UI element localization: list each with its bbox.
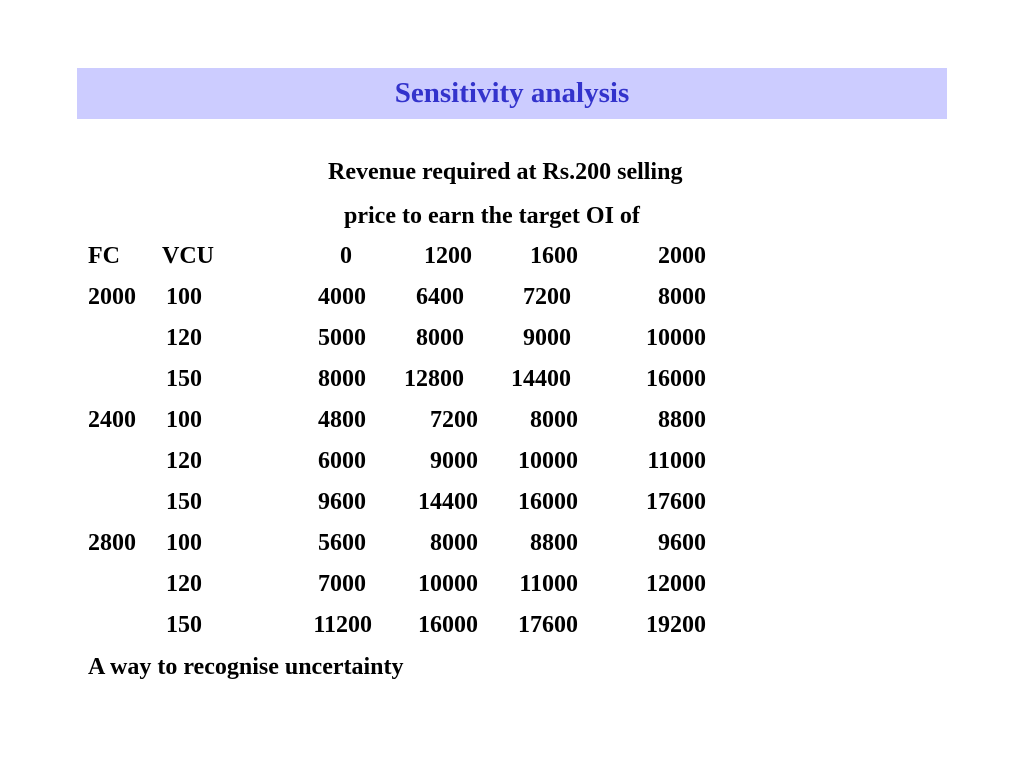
row-value: 7200 — [430, 407, 478, 433]
row-value: 10000 — [418, 571, 478, 597]
row-value: 8800 — [530, 530, 578, 556]
row-fc: 2800 — [88, 530, 136, 556]
row-value: 8800 — [658, 407, 706, 433]
row-value: 7200 — [523, 284, 571, 310]
title-banner — [77, 68, 947, 119]
row-value: 4000 — [318, 284, 366, 310]
row-value: 11200 — [313, 612, 372, 638]
row-vcu: 100 — [166, 284, 202, 310]
row-vcu: 150 — [166, 366, 202, 392]
row-vcu: 150 — [166, 489, 202, 515]
row-value: 4800 — [318, 407, 366, 433]
row-value: 19200 — [646, 612, 706, 638]
row-value: 8000 — [658, 284, 706, 310]
row-value: 8000 — [318, 366, 366, 392]
row-value: 17600 — [518, 612, 578, 638]
header-target-1200: 1200 — [424, 243, 472, 269]
row-vcu: 120 — [166, 571, 202, 597]
header-target-0: 0 — [340, 243, 352, 269]
row-value: 14400 — [511, 366, 571, 392]
row-value: 14400 — [418, 489, 478, 515]
row-value: 12800 — [404, 366, 464, 392]
row-value: 10000 — [646, 325, 706, 351]
row-vcu: 120 — [166, 325, 202, 351]
row-fc: 2400 — [88, 407, 136, 433]
row-value: 16000 — [418, 612, 478, 638]
header-fc: FC — [88, 243, 120, 269]
row-value: 10000 — [518, 448, 578, 474]
row-fc: 2000 — [88, 284, 136, 310]
header-target-1600: 1600 — [530, 243, 578, 269]
row-value: 12000 — [646, 571, 706, 597]
slide-title: Sensitivity analysis — [394, 77, 630, 109]
row-vcu: 120 — [166, 448, 202, 474]
row-vcu: 100 — [166, 407, 202, 433]
row-value: 17600 — [646, 489, 706, 515]
table-caption-line-1: Revenue required at Rs.200 selling — [328, 159, 683, 185]
row-value: 5000 — [318, 325, 366, 351]
row-value: 9600 — [318, 489, 366, 515]
row-value: 16000 — [646, 366, 706, 392]
row-value: 16000 — [518, 489, 578, 515]
row-vcu: 100 — [166, 530, 202, 556]
row-value: 9600 — [658, 530, 706, 556]
row-value: 9000 — [523, 325, 571, 351]
table-caption-line-2: price to earn the target OI of — [344, 203, 640, 229]
row-value: 8000 — [530, 407, 578, 433]
row-value: 6000 — [318, 448, 366, 474]
header-vcu: VCU — [162, 243, 214, 269]
row-value: 11000 — [519, 571, 578, 597]
row-value: 8000 — [430, 530, 478, 556]
row-value: 8000 — [416, 325, 464, 351]
row-value: 9000 — [430, 448, 478, 474]
header-target-2000: 2000 — [658, 243, 706, 269]
row-value: 5600 — [318, 530, 366, 556]
row-value: 7000 — [318, 571, 366, 597]
row-vcu: 150 — [166, 612, 202, 638]
footer-note: A way to recognise uncertainty — [88, 654, 404, 680]
row-value: 6400 — [416, 284, 464, 310]
row-value: 11000 — [647, 448, 706, 474]
